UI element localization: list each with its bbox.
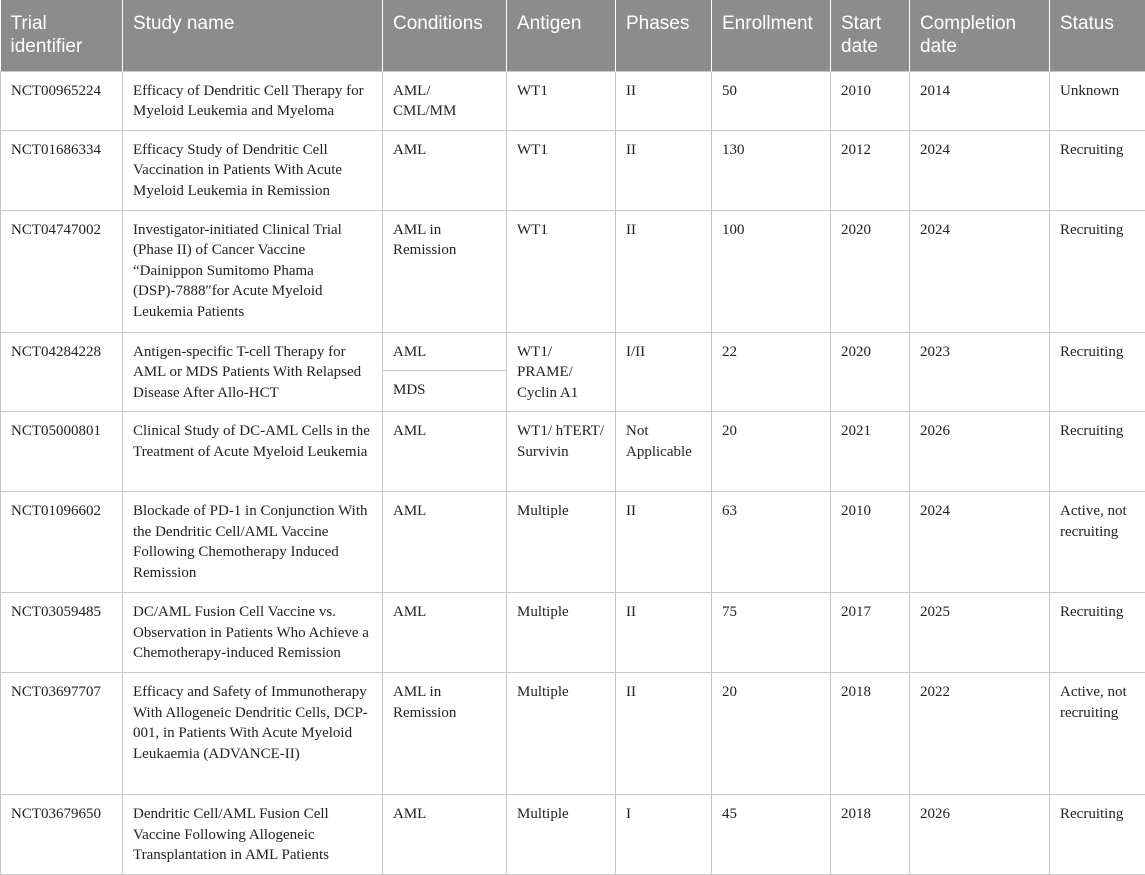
table-row — [1, 795, 1145, 875]
header-enrollment: Enrollment — [712, 0, 831, 71]
status-cell: Recruiting — [1050, 593, 1145, 673]
header-conditions: Conditions — [383, 0, 507, 71]
header-antigen: Antigen — [507, 0, 616, 71]
study-name-cell: Efficacy of Dendritic Cell Therapy for Myeloid Leukemia and Myeloma — [123, 71, 383, 130]
phases-cell: II — [616, 130, 712, 210]
conditions-cell: AML — [383, 795, 507, 875]
header-trial-identifier: Trial identifier — [1, 0, 123, 71]
status-cell: Recruiting — [1050, 210, 1145, 332]
start-date-cell: 2018 — [831, 795, 910, 875]
antigen-cell: WT1 — [507, 130, 616, 210]
table-row — [1, 673, 1145, 795]
antigen-cell: WT1 — [507, 71, 616, 130]
header-start-date: Start date — [831, 0, 910, 71]
conditions-cell: AML — [383, 593, 507, 673]
conditions-cell: MDS — [383, 371, 507, 412]
study-name-cell: Efficacy and Safety of Immunotherapy With Allogeneic Dendritic Cells, DCP-001, in Patients With Acute Myeloid Leukaemia (ADVANCE-II) — [123, 673, 383, 795]
status-cell: Recruiting — [1050, 130, 1145, 210]
study-name-cell: Blockade of PD-1 in Conjunction With the Dendritic Cell/AML Vaccine Following Chemotherapy Induced Remission — [123, 492, 383, 593]
table-row — [1, 210, 1145, 332]
study-name-cell: DC/AML Fusion Cell Vaccine vs. Observation in Patients Who Achieve a Chemotherapy-induced Remission — [123, 593, 383, 673]
start-date-cell: 2020 — [831, 332, 910, 412]
trial-id-cell: NCT03059485 — [1, 593, 123, 673]
study-name-cell: Antigen-specific T-cell Therapy for AML or MDS Patients With Relapsed Disease After Allo-HCT — [123, 332, 383, 412]
completion-date-cell: 2024 — [910, 210, 1050, 332]
antigen-cell: Multiple — [507, 593, 616, 673]
conditions-cell: AML — [383, 412, 507, 492]
phases-cell: II — [616, 593, 712, 673]
completion-date-cell: 2026 — [910, 795, 1050, 875]
antigen-cell: WT1/ hTERT/ Survivin — [507, 412, 616, 492]
status-cell: Recruiting — [1050, 795, 1145, 875]
trial-id-cell: NCT03697707 — [1, 673, 123, 795]
start-date-cell: 2018 — [831, 673, 910, 795]
trial-id-cell: NCT03679650 — [1, 795, 123, 875]
table-row — [1, 130, 1145, 210]
completion-date-cell: 2023 — [910, 332, 1050, 412]
header-study-name: Study name — [123, 0, 383, 71]
conditions-cell: AML — [383, 130, 507, 210]
antigen-cell: Multiple — [507, 492, 616, 593]
completion-date-cell: 2014 — [910, 71, 1050, 130]
completion-date-cell: 2024 — [910, 130, 1050, 210]
antigen-cell: WT1 — [507, 210, 616, 332]
enrollment-cell: 20 — [712, 412, 831, 492]
header-completion-date: Completion date — [910, 0, 1050, 71]
enrollment-cell: 75 — [712, 593, 831, 673]
study-name-cell: Dendritic Cell/AML Fusion Cell Vaccine Following Allogeneic Transplantation in AML Patients — [123, 795, 383, 875]
enrollment-cell: 130 — [712, 130, 831, 210]
phases-cell: II — [616, 492, 712, 593]
start-date-cell: 2012 — [831, 130, 910, 210]
trial-id-cell: NCT05000801 — [1, 412, 123, 492]
header-row — [1, 0, 1145, 71]
status-cell: Active, not recruiting — [1050, 673, 1145, 795]
phases-cell: I/II — [616, 332, 712, 412]
study-name-cell: Investigator-initiated Clinical Trial (Phase II) of Cancer Vaccine “Dainippon Sumitomo Phama (DSP)-7888″for Acute Myeloid Leukemia Patients — [123, 210, 383, 332]
start-date-cell: 2021 — [831, 412, 910, 492]
status-cell: Recruiting — [1050, 332, 1145, 412]
enrollment-cell: 20 — [712, 673, 831, 795]
antigen-cell: WT1/ PRAME/ Cyclin A1 — [507, 332, 616, 412]
status-cell: Active, not recruiting — [1050, 492, 1145, 593]
trial-id-cell: NCT04284228 — [1, 332, 123, 412]
status-cell: Unknown — [1050, 71, 1145, 130]
trial-id-cell: NCT01096602 — [1, 492, 123, 593]
completion-date-cell: 2024 — [910, 492, 1050, 593]
table-row — [1, 412, 1145, 492]
phases-cell: II — [616, 673, 712, 795]
conditions-cell: AML in Remission — [383, 210, 507, 332]
start-date-cell: 2010 — [831, 492, 910, 593]
table-row — [1, 593, 1145, 673]
study-name-cell: Clinical Study of DC-AML Cells in the Treatment of Acute Myeloid Leukemia — [123, 412, 383, 492]
trial-id-cell: NCT00965224 — [1, 71, 123, 130]
antigen-cell: Multiple — [507, 673, 616, 795]
completion-date-cell: 2025 — [910, 593, 1050, 673]
enrollment-cell: 45 — [712, 795, 831, 875]
start-date-cell: 2010 — [831, 71, 910, 130]
header-phases: Phases — [616, 0, 712, 71]
start-date-cell: 2020 — [831, 210, 910, 332]
conditions-cell: AML — [383, 332, 507, 371]
antigen-cell: Multiple — [507, 795, 616, 875]
enrollment-cell: 22 — [712, 332, 831, 412]
phases-cell: I — [616, 795, 712, 875]
conditions-cell: AML/ CML/MM — [383, 71, 507, 130]
table-row — [1, 492, 1145, 593]
phases-cell: II — [616, 71, 712, 130]
header-status: Status — [1050, 0, 1145, 71]
study-name-cell: Efficacy Study of Dendritic Cell Vaccination in Patients With Acute Myeloid Leukemia in Remission — [123, 130, 383, 210]
enrollment-cell: 63 — [712, 492, 831, 593]
completion-date-cell: 2026 — [910, 412, 1050, 492]
phases-cell: Not Applicable — [616, 412, 712, 492]
table-row — [1, 332, 1145, 371]
conditions-cell: AML in Remission — [383, 673, 507, 795]
completion-date-cell: 2022 — [910, 673, 1050, 795]
table-row — [1, 71, 1145, 130]
status-cell: Recruiting — [1050, 412, 1145, 492]
phases-cell: II — [616, 210, 712, 332]
enrollment-cell: 100 — [712, 210, 831, 332]
trial-id-cell: NCT04747002 — [1, 210, 123, 332]
start-date-cell: 2017 — [831, 593, 910, 673]
conditions-cell: AML — [383, 492, 507, 593]
trial-id-cell: NCT01686334 — [1, 130, 123, 210]
enrollment-cell: 50 — [712, 71, 831, 130]
